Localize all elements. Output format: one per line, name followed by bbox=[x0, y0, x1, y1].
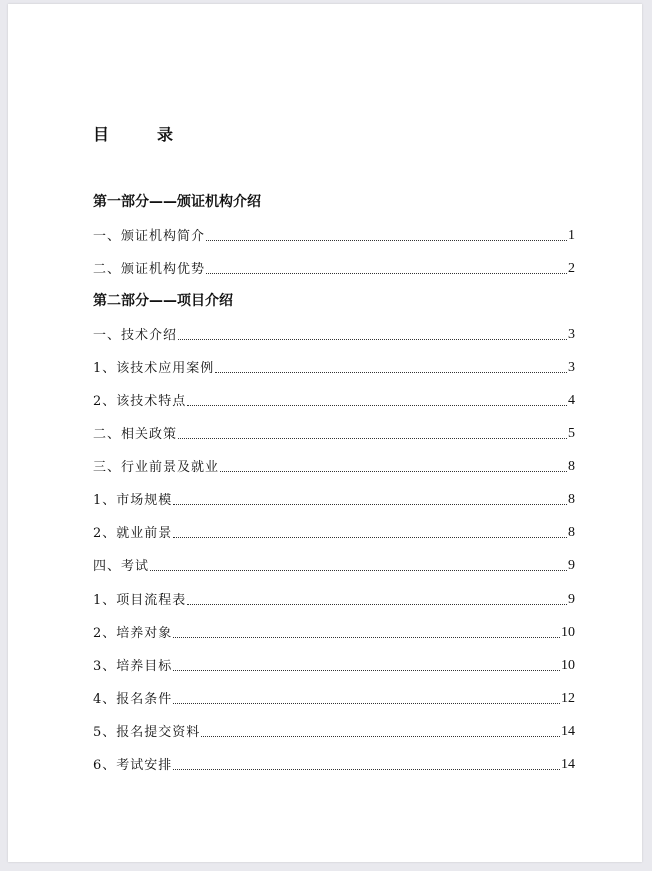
toc-entry[interactable] bbox=[93, 391, 575, 409]
toc-entry[interactable] bbox=[93, 259, 575, 277]
toc-leader-dots bbox=[220, 471, 567, 472]
toc-entry-page: 9 bbox=[568, 592, 575, 607]
toc-entry-label: 一、颁证机构简介 bbox=[93, 229, 206, 244]
toc-entry-label: 1、市场规模 bbox=[93, 493, 173, 508]
toc-entry-label: 5、报名提交资料 bbox=[93, 725, 201, 740]
toc-leader-dots bbox=[201, 736, 560, 737]
toc-part-2-heading: 第二部分——项目介绍 bbox=[93, 293, 233, 309]
toc-entry-page: 3 bbox=[568, 327, 575, 342]
toc-leader-dots bbox=[187, 604, 567, 605]
toc-entry[interactable] bbox=[93, 623, 575, 641]
toc-entry[interactable] bbox=[93, 226, 575, 244]
toc-entry-page: 5 bbox=[568, 426, 575, 441]
toc-entry-label: 2、该技术特点 bbox=[93, 394, 187, 409]
toc-leader-dots bbox=[173, 537, 567, 538]
toc-entry[interactable] bbox=[93, 457, 575, 475]
toc-entry-page: 2 bbox=[568, 261, 575, 276]
toc-entry[interactable] bbox=[93, 556, 575, 574]
toc-entry-page: 8 bbox=[568, 459, 575, 474]
toc-entry-page: 8 bbox=[568, 525, 575, 540]
toc-entry[interactable] bbox=[93, 424, 575, 442]
toc-leader-dots bbox=[206, 273, 567, 274]
toc-entry-label: 二、相关政策 bbox=[93, 427, 178, 442]
toc-title-right: 录 bbox=[157, 125, 174, 144]
toc-entry-label: 1、该技术应用案例 bbox=[93, 361, 215, 376]
document-page bbox=[8, 4, 642, 862]
toc-title-left: 目 bbox=[93, 125, 110, 144]
toc-entry-label: 1、项目流程表 bbox=[93, 593, 187, 608]
toc-leader-dots bbox=[173, 504, 567, 505]
toc-leader-dots bbox=[178, 339, 567, 340]
toc-leader-dots bbox=[187, 405, 567, 406]
toc-leader-dots bbox=[173, 637, 560, 638]
toc-entry[interactable] bbox=[93, 689, 575, 707]
toc-entry-page: 10 bbox=[561, 625, 575, 640]
toc-entry[interactable] bbox=[93, 755, 575, 773]
toc-leader-dots bbox=[178, 438, 567, 439]
toc-leader-dots bbox=[206, 240, 567, 241]
toc-entry-label: 四、考试 bbox=[93, 559, 150, 574]
toc-leader-dots bbox=[150, 570, 567, 571]
toc-entry-page: 12 bbox=[561, 691, 575, 706]
toc-entry-page: 10 bbox=[561, 658, 575, 673]
toc-entry[interactable] bbox=[93, 523, 575, 541]
toc-entry[interactable] bbox=[93, 490, 575, 508]
toc-entry-page: 14 bbox=[561, 724, 575, 739]
toc-leader-dots bbox=[173, 670, 560, 671]
toc-entry[interactable] bbox=[93, 722, 575, 740]
toc-entry-label: 2、就业前景 bbox=[93, 526, 173, 541]
toc-entry[interactable] bbox=[93, 325, 575, 343]
toc-entry-page: 3 bbox=[568, 360, 575, 375]
toc-entry-label: 3、培养目标 bbox=[93, 659, 173, 674]
toc-entry-label: 2、培养对象 bbox=[93, 626, 173, 641]
toc-leader-dots bbox=[173, 769, 560, 770]
toc-entry[interactable] bbox=[93, 590, 575, 608]
toc-entry[interactable] bbox=[93, 656, 575, 674]
toc-entry-page: 14 bbox=[561, 757, 575, 772]
toc-entry-page: 8 bbox=[568, 492, 575, 507]
toc-entry-label: 三、行业前景及就业 bbox=[93, 460, 220, 475]
toc-leader-dots bbox=[173, 703, 560, 704]
toc-entry[interactable] bbox=[93, 358, 575, 376]
toc-entry-label: 6、考试安排 bbox=[93, 758, 173, 773]
toc-leader-dots bbox=[215, 372, 567, 373]
toc-entry-page: 9 bbox=[568, 558, 575, 573]
toc-entry-page: 4 bbox=[568, 393, 575, 408]
toc-entry-label: 4、报名条件 bbox=[93, 692, 173, 707]
toc-title bbox=[93, 122, 173, 145]
toc-entry-label: 二、颁证机构优势 bbox=[93, 262, 206, 277]
toc-entry-page: 1 bbox=[568, 228, 575, 243]
toc-part-1-heading: 第一部分——颁证机构介绍 bbox=[93, 194, 261, 210]
toc-entry-label: 一、技术介绍 bbox=[93, 328, 178, 343]
